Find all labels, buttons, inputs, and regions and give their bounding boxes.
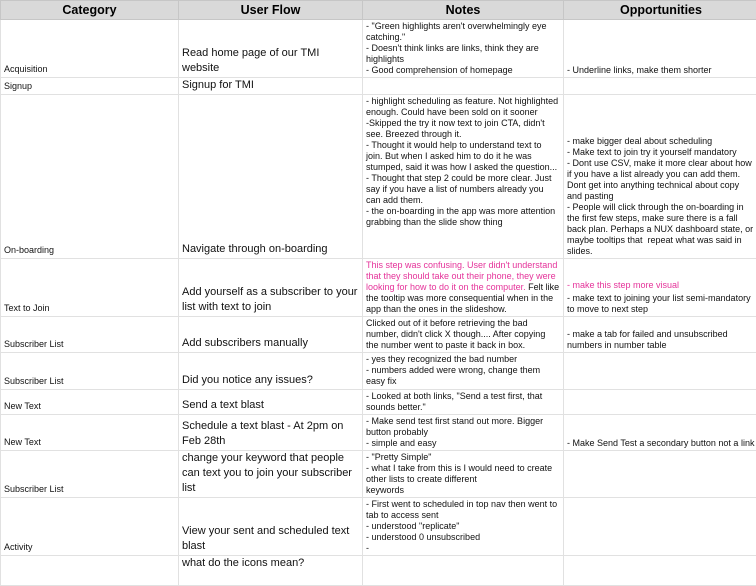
notes-cell[interactable]: [363, 353, 564, 390]
opportunities-cell[interactable]: [564, 317, 756, 353]
header-user-flow[interactable]: User Flow: [179, 1, 363, 20]
category-cell[interactable]: On-boarding: [1, 95, 179, 259]
user-flow-cell[interactable]: Navigate through on-boarding: [179, 95, 363, 259]
notes-text: Felt like the tooltip was more consequential when in the app than the ones in the slideshow.: [366, 282, 562, 314]
notes-text: - "Green highlights aren't overwhelmingly eye catching." - Doesn't think links are links, think they are highlights - Good comprehension of homepage: [366, 21, 560, 76]
user-flow-cell[interactable]: View your sent and scheduled text blast: [179, 498, 363, 556]
header-opportunities[interactable]: Opportunities: [564, 1, 756, 20]
notes-text: - Make send test first stand out more. Bigger button probably - simple and easy: [366, 416, 560, 449]
table-row: [1, 78, 756, 95]
notes-highlight-text: This step was confusing. User didn't understand that they should take out their phone, they were looking for how to do it on the computer.: [366, 260, 560, 292]
opportunities-cell[interactable]: [564, 390, 756, 415]
opportunities-cell[interactable]: [564, 20, 756, 78]
opportunities-text: - make text to joining your list semi-mandatory to move to next step: [567, 293, 755, 315]
notes-text: - "Pretty Simple" - what I take from this is I would need to create other lists to create different keywords: [366, 452, 560, 496]
opportunities-text: - make bigger deal about scheduling - Make text to join try it yourself mandatory - Dont use CSV, make it more clear about how if you have a list already you can add them. Dont get into anything technical about copy and pasting - People will click through the on-boarding in the first few steps, make sure there is a fall back plan. Perhaps a NUX dashboard state, or maybe tooltips that repeat what was said in slides.: [567, 136, 755, 257]
notes-cell[interactable]: [363, 415, 564, 451]
notes-text: - yes they recognized the bad number - numbers added were wrong, change them easy fix: [366, 354, 560, 387]
notes-text: - First went to scheduled in top nav then went to tab to access sent - understood "replicate" - understood 0 unsubscribed -: [366, 499, 560, 554]
user-flow-cell[interactable]: Add subscribers manually: [179, 317, 363, 353]
user-flow-cell[interactable]: Read home page of our TMI website: [179, 20, 363, 78]
opportunities-cell[interactable]: [564, 498, 756, 556]
opportunities-highlight-text: - make this step more visual: [567, 280, 755, 291]
opportunities-cell[interactable]: [564, 78, 756, 95]
opportunities-text: - make a tab for failed and unsubscribed numbers in number table: [567, 329, 755, 351]
notes-cell[interactable]: [363, 451, 564, 498]
table-row: [1, 498, 756, 556]
notes-text: Clicked out of it before retrieving the bad number, didn't click X though.... After copying the number went to paste it back in box.: [366, 318, 560, 351]
category-cell[interactable]: Subscriber List: [1, 317, 179, 353]
user-flow-cell[interactable]: Add yourself as a subscriber to your list with text to join: [179, 259, 363, 317]
opportunities-text: - Make Send Test a secondary button not a link: [567, 438, 755, 449]
category-cell[interactable]: Subscriber List: [1, 451, 179, 498]
table-row: [1, 556, 756, 586]
opportunities-cell[interactable]: [564, 556, 756, 586]
notes-cell[interactable]: [363, 556, 564, 586]
notes-cell[interactable]: [363, 78, 564, 95]
header-row: [1, 1, 756, 20]
notes-cell[interactable]: [363, 390, 564, 415]
opportunities-cell[interactable]: [564, 353, 756, 390]
table-row: [1, 317, 756, 353]
user-flow-cell[interactable]: what do the icons mean?: [179, 556, 363, 586]
table-row: [1, 20, 756, 78]
user-flow-cell[interactable]: Did you notice any issues?: [179, 353, 363, 390]
table-row: [1, 95, 756, 259]
user-flow-cell[interactable]: Schedule a text blast - At 2pm on Feb 28th: [179, 415, 363, 451]
user-flow-cell[interactable]: Signup for TMI: [179, 78, 363, 95]
category-cell[interactable]: Activity: [1, 498, 179, 556]
category-cell[interactable]: New Text: [1, 415, 179, 451]
user-flow-cell[interactable]: Send a text blast: [179, 390, 363, 415]
user-flow-cell[interactable]: change your keyword that people can text you to join your subscriber list: [179, 451, 363, 498]
category-cell[interactable]: Subscriber List: [1, 353, 179, 390]
category-cell[interactable]: New Text: [1, 390, 179, 415]
category-cell[interactable]: Acquisition: [1, 20, 179, 78]
notes-cell[interactable]: [363, 20, 564, 78]
notes-cell[interactable]: [363, 317, 564, 353]
opportunities-cell[interactable]: [564, 259, 756, 317]
notes-cell[interactable]: [363, 259, 564, 317]
table-row: [1, 415, 756, 451]
category-cell[interactable]: Text to Join: [1, 259, 179, 317]
notes-text: - highlight scheduling as feature. Not highlighted enough. Could have been sold on it sooner -Skipped the try it now text to join CTA, didn't see. Breezed through it. - Thought it would help to understand text to join. But when I asked him to do it he was stumped, said it was how I asked the question... - Thought that step 2 could be more clear. Just say if you have a list of numbers already you can add them. - the on-boarding in the app was more attention grabbing than the slide show thing: [366, 96, 560, 228]
category-cell[interactable]: [1, 556, 179, 586]
table-row: [1, 259, 756, 317]
opportunities-cell[interactable]: [564, 451, 756, 498]
header-category[interactable]: Category: [1, 1, 179, 20]
table-row: [1, 353, 756, 390]
header-notes[interactable]: Notes: [363, 1, 564, 20]
category-cell[interactable]: Signup: [1, 78, 179, 95]
notes-cell[interactable]: [363, 498, 564, 556]
opportunities-text: - Underline links, make them shorter: [567, 65, 755, 76]
notes-text: - Looked at both links, "Send a test first, that sounds better.": [366, 391, 560, 413]
table-row: [1, 390, 756, 415]
table-row: [1, 451, 756, 498]
opportunities-cell[interactable]: [564, 415, 756, 451]
opportunities-cell[interactable]: [564, 95, 756, 259]
notes-cell[interactable]: [363, 95, 564, 259]
